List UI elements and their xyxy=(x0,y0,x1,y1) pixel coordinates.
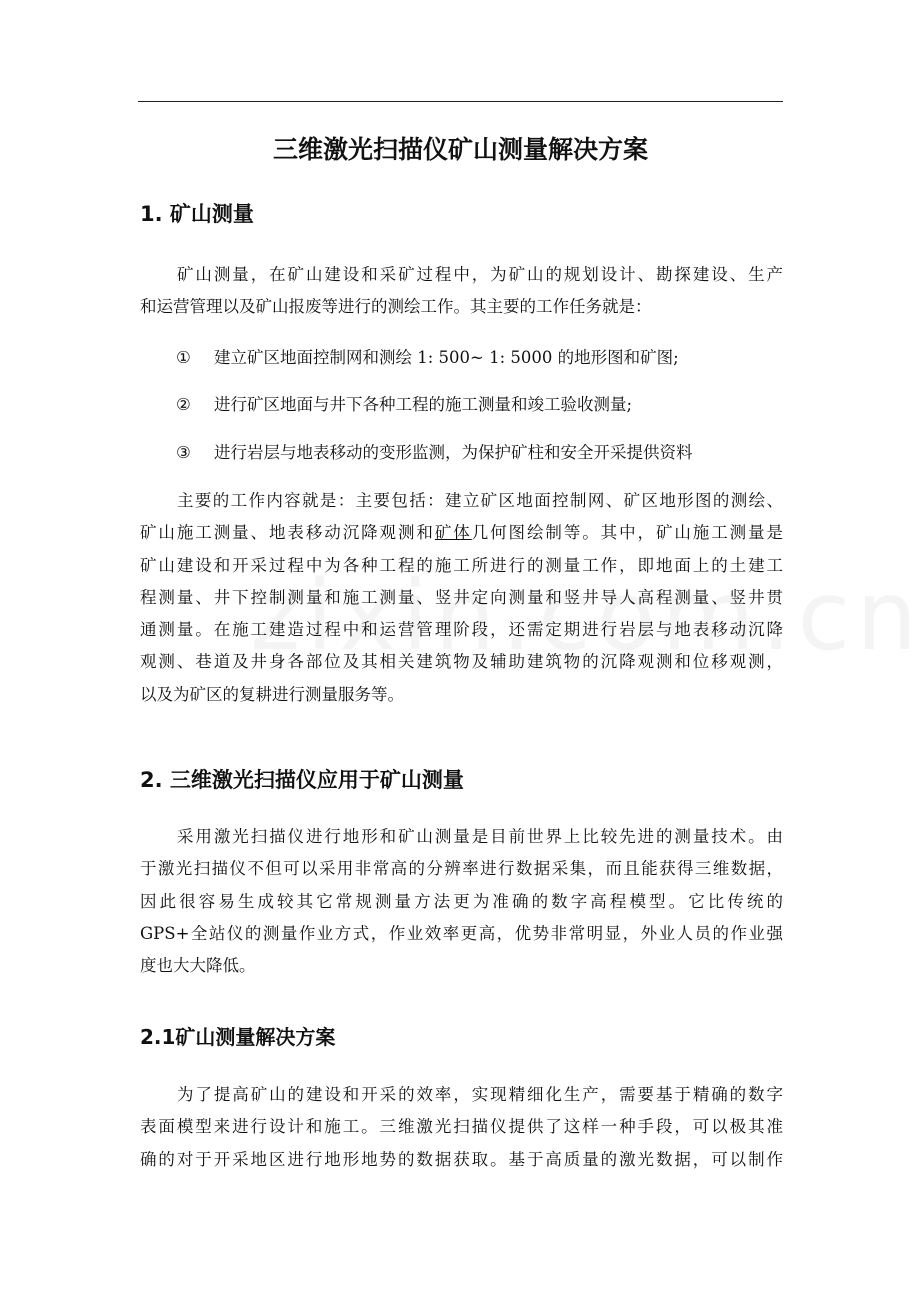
paragraph-line: 以及为矿区的复耕进行测量服务等。 xyxy=(140,684,404,704)
list-item-number: ② xyxy=(176,395,191,414)
section-1-heading: 1. 矿山测量 xyxy=(140,202,254,226)
list-item-number: ③ xyxy=(176,443,191,462)
document-title: 三维激光扫描仪矿山测量解决方案 xyxy=(272,135,648,164)
list-item-number: ① xyxy=(176,348,191,367)
paragraph-line: 因此很容易生成较其它常规测量方法更为准确的数字高程模型。它比传统的 xyxy=(140,891,783,911)
header-rule xyxy=(138,101,783,102)
section-2-1-heading: 2.1矿山测量解决方案 xyxy=(140,1025,336,1049)
paragraph-line: 矿山测量，在矿山建设和采矿过程中，为矿山的规划设计、勘探建设、生产 xyxy=(177,265,783,284)
list-item xyxy=(176,342,783,374)
paragraph-line: 采用激光扫描仪进行地形和矿山测量是目前世界上比较先进的测量技术。由 xyxy=(177,827,783,846)
list-item-text: 建立矿区地面控制网和测绘 1: 500~ 1: 5000 的地形图和矿图; xyxy=(214,348,679,367)
paragraph-line: 于激光扫描仪不但可以采用非常高的分辨率进行数据采集，而且能获得三维数据， xyxy=(140,859,783,879)
section-1-intro xyxy=(140,259,783,324)
list-item-text: 进行矿区地面与井下各种工程的施工测量和竣工验收测量; xyxy=(214,395,633,414)
paragraph-line xyxy=(140,517,783,549)
paragraph-line: 确的对于开采地区进行地形地势的数据获取。基于高质量的激光数据，可以制作 xyxy=(140,1149,783,1169)
section-1-body xyxy=(140,485,783,711)
list-item xyxy=(176,389,783,421)
paragraph-line: 矿山建设和开采过程中为各种工程的施工所进行的测量工作，即地面上的土建工 xyxy=(140,555,783,575)
paragraph-line: 表面模型来进行设计和施工。三维激光扫描仪提供了这样一种手段，可以极其准 xyxy=(140,1117,783,1137)
underlined-term: 矿体 xyxy=(434,523,472,543)
paragraph-line: 和运营管理以及矿山报废等进行的测绘工作。其主要的工作任务就是： xyxy=(140,297,652,317)
paragraph-line: 观测、巷道及井身各部位及其相关建筑物及辅助建筑物的沉降观测和位移观测， xyxy=(140,652,783,672)
section-2-body xyxy=(140,821,783,982)
paragraph-line: 程测量、井下控制测量和施工测量、竖井定向测量和竖井导人高程测量、竖井贯 xyxy=(140,587,783,607)
section-2-heading: 2. 三维激光扫描仪应用于矿山测量 xyxy=(140,768,464,792)
paragraph-line: GPS+全站仪的测量作业方式，作业效率更高，优势非常明显，外业人员的作业强 xyxy=(140,923,783,943)
paragraph-line: 主要的工作内容就是：主要包括：建立矿区地面控制网、矿区地形图的测绘、 xyxy=(177,491,783,510)
paragraph-line: 度也大大降低。 xyxy=(140,956,256,976)
section-2-1-body xyxy=(140,1079,783,1176)
paragraph-line: 通测量。在施工建造过程中和运营管理阶段，还需定期进行岩层与地表移动沉降 xyxy=(140,620,783,640)
list-item-text: 进行岩层与地表移动的变形监测，为保护矿柱和安全开采提供资料 xyxy=(214,443,693,462)
text-span: 几何图绘制等。其中，矿山施工测量是 xyxy=(471,523,783,543)
text-span: 矿山施工测量、地表移动沉降观测和 xyxy=(140,523,435,543)
paragraph-line: 为了提高矿山的建设和开采的效率，实现精细化生产，需要基于精确的数字 xyxy=(177,1085,783,1104)
list-item xyxy=(176,437,783,469)
